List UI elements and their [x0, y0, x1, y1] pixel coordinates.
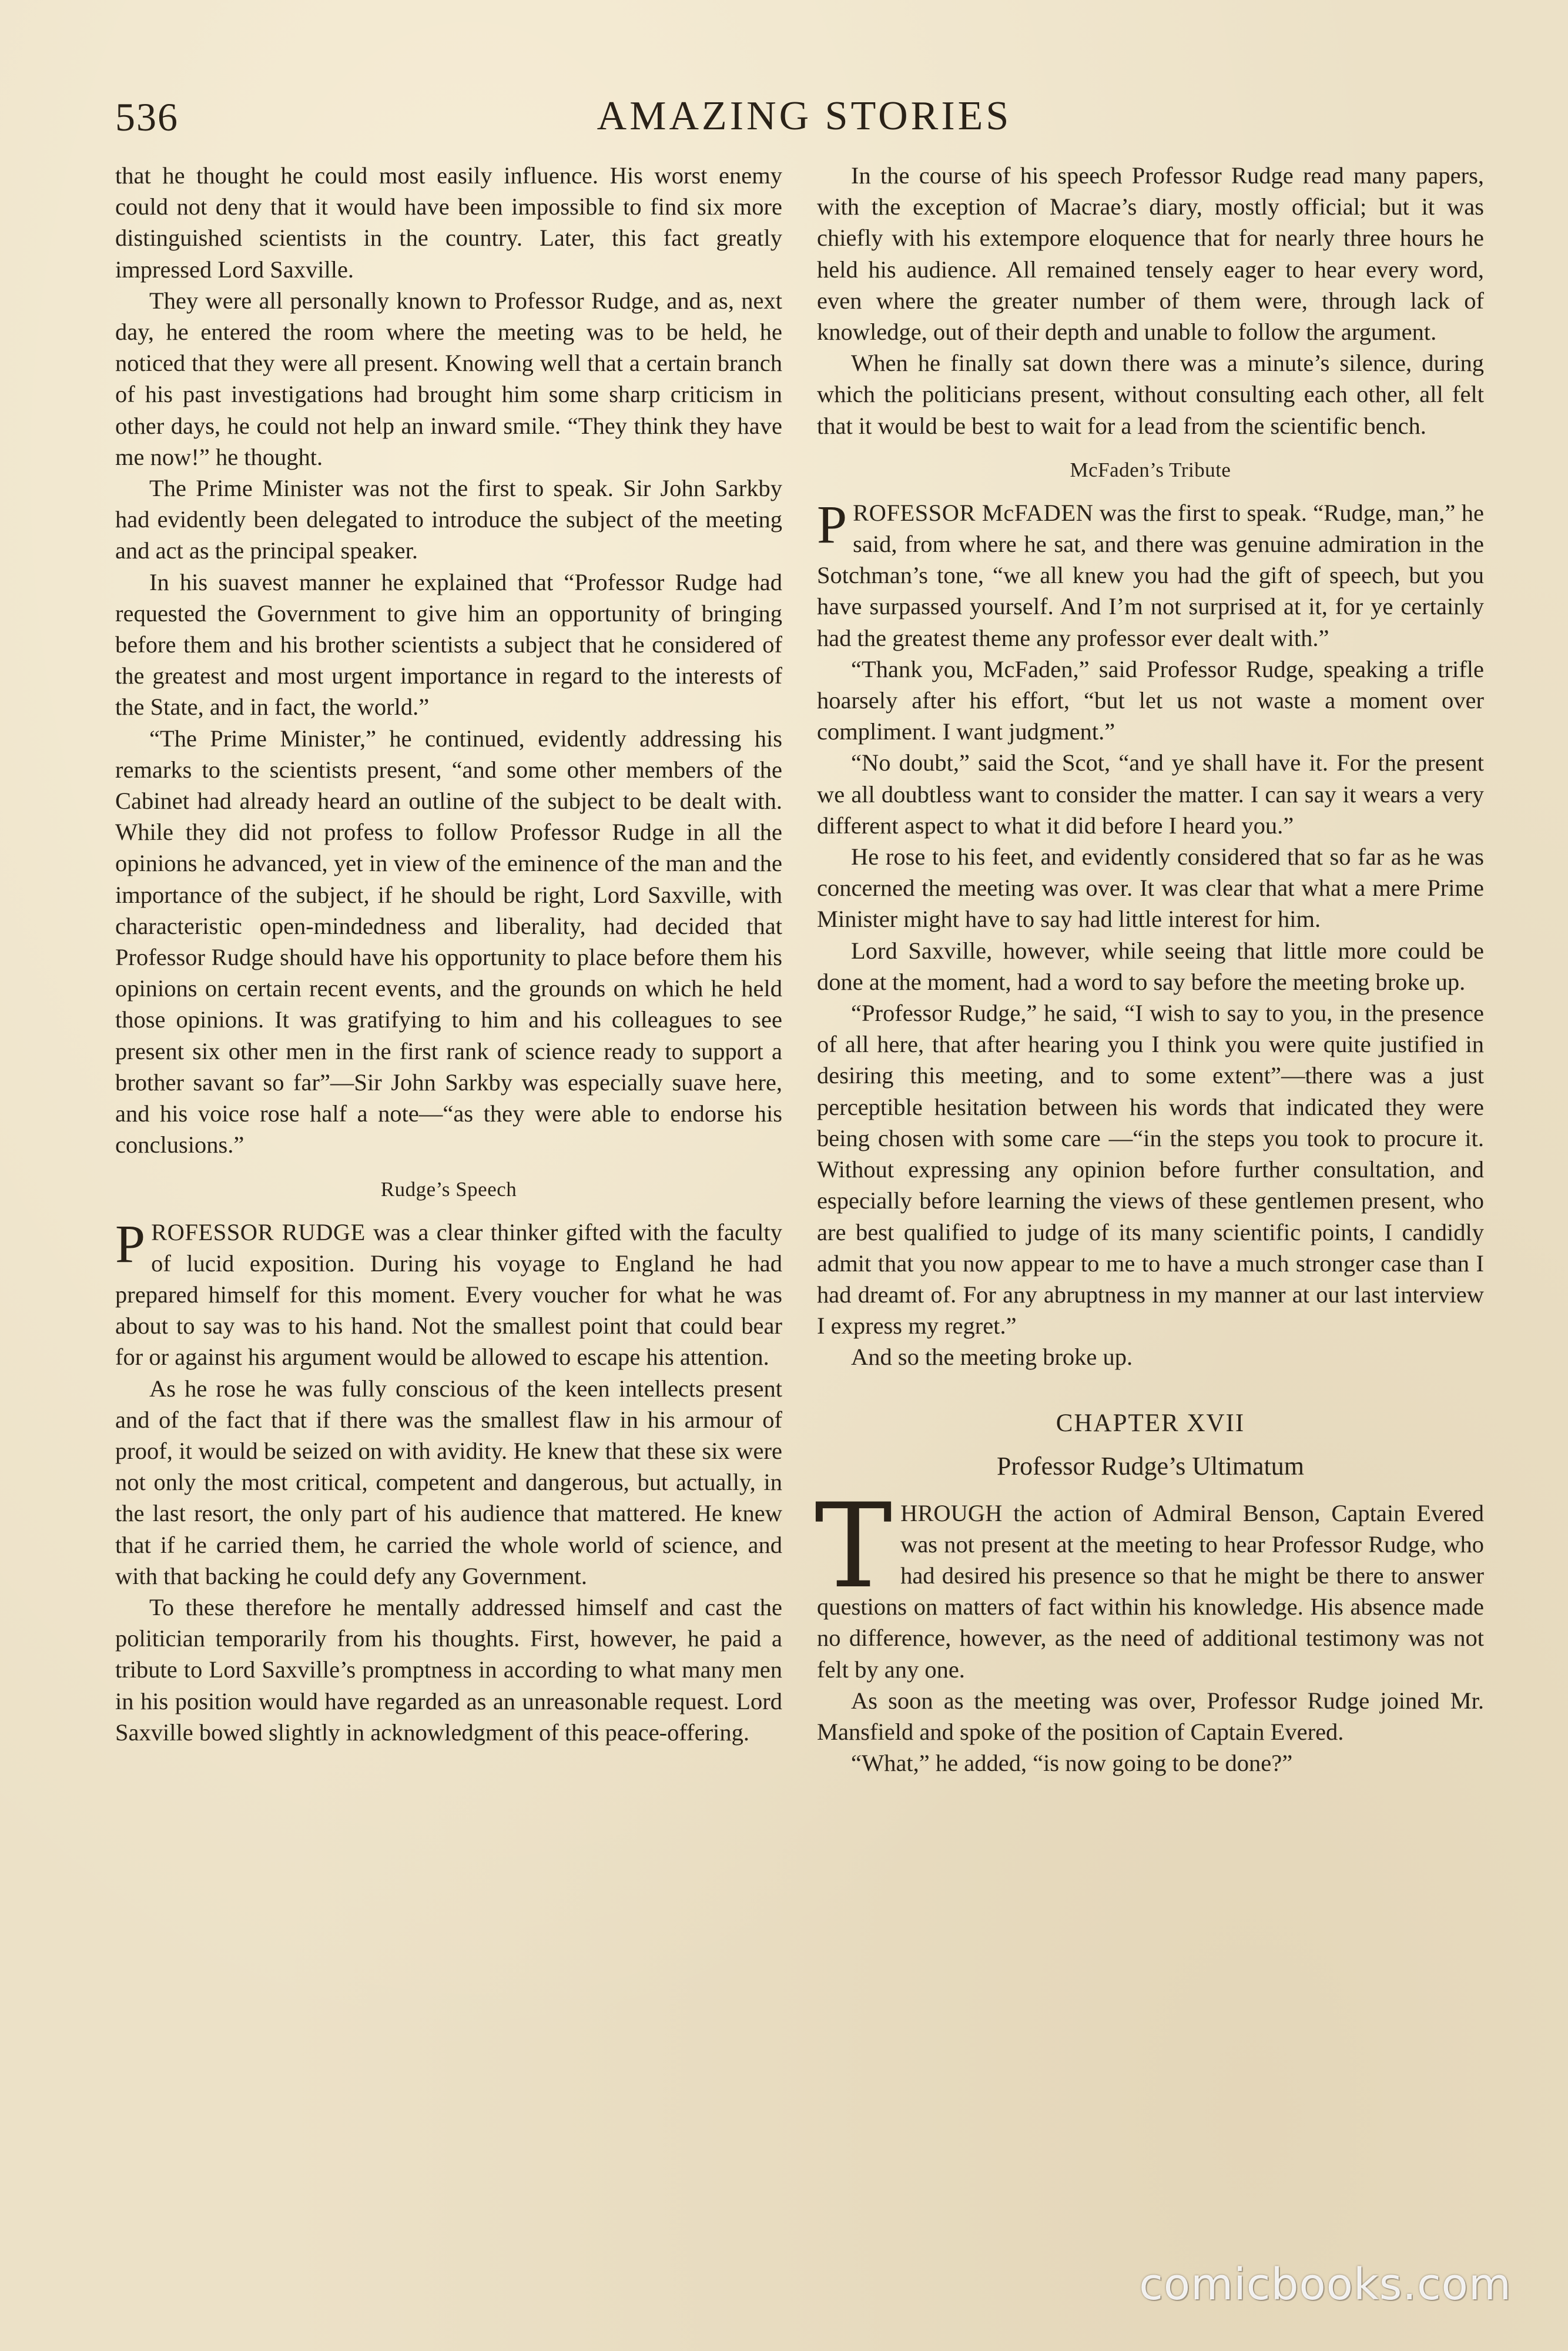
paragraph: “The Prime Minister,” he continued, evidently addressing his remarks to the scientists present, “and some other members of the Cabinet had already heard an outline of the subject to be dealt with. While they did not profess to follow Professor Rudge in all the opinions he advanced, yet in view of the eminence of the man and the importance of the subject, if he should be right, Lord Saxville, with characteristic open-mindedness and liberality, had decided that Professor Rudge should have his opportunity to place before them his opinions on certain recent events, and the grounds on which he held those opinions. It was gratifying to him and his colleagues to see present six other men in the first rank of science ready to support a brother savant so far”—Sir John Sarkby was especially suave here, and his voice rose half a note—“as they were able to endorse his conclusions.” [115, 725, 782, 1158]
paragraph: In the course of his speech Professor Rudge read many papers, with the exception of Macrae’s diary, mostly official; but it was chiefly with his extempore eloquence that for nearly three hours he held his audience. All remained tensely eager to hear every word, even where the greater number of them were, through lack of knowledge, out of their depth and unable to follow the argument. [817, 162, 1484, 346]
drop-cap: P [115, 1213, 146, 1274]
paragraph-text: was the first to speak. “Rudge, man,” he said, from where he sat, and there was genuine admiration in the Sotchman’s tone, “we all knew you had the gift of speech, but you have surpassed yourself. And I’m not surprised at it, for ye certainly had the greatest theme any professor ever dealt with.” [817, 499, 1484, 651]
section-heading: McFaden’s Tribute [1070, 458, 1231, 481]
lead-words: ROFESSOR McFADEN [853, 499, 1094, 526]
paragraph: “Thank you, McFaden,” said Professor Rudge, speaking a trifle hoarsely after his effort, “but let us not waste a moment over compliment. I want judgment.” [817, 655, 1484, 745]
lead-words: ROFESSOR RUDGE [151, 1218, 366, 1245]
paragraph: “No doubt,” said the Scot, “and ye shall have it. For the present we all doubtless want to consider the matter. I can say it wears a very different aspect to what it did before I heard you.” [817, 749, 1484, 839]
paragraph: He rose to his feet, and evidently considered that so far as he was concerned the meeting was over. It was clear that what a mere Prime Minister might have to say had little interest for him. [817, 843, 1484, 933]
right-column [817, 160, 1484, 1779]
chapter-heading: CHAPTER XVII [1056, 1409, 1245, 1437]
drop-cap: P [817, 494, 847, 554]
paragraph: “Professor Rudge,” he said, “I wish to say to you, in the presence of all here, that after hearing you I think you were quite justified in desiring this meeting, and to some extent”—there was a just perceptible hesitation between his words that indicated they were being chosen with some care —“in the steps you took to procure it. Without expressing any opinion before further consultation, and especially before learning the views of these gentlemen present, who are best qualified to judge of its many scientific points, I candidly admit that you now appear to me to have a much stronger case than I had dreamt of. For any abruptness in my manner at our last interview I express my regret.” [817, 1000, 1484, 1339]
paragraph: And so the meeting broke up. [851, 1344, 1133, 1371]
chapter-title: Professor Rudge’s Ultimatum [996, 1451, 1305, 1481]
paragraph: that he thought he could most easily influence. His worst enemy could not deny that it would have been impossible to find six more distinguished scientists in the country. Later, this fact greatly impressed Lord Saxville. [115, 162, 782, 283]
paragraph: Lord Saxville, however, while seeing that little more could be done at the moment, had a word to say before the meeting broke up. [817, 937, 1484, 995]
page-header [115, 88, 1493, 153]
paragraph: When he finally sat down there was a minute’s silence, during which the politicians present, without consulting each other, all felt that it would be best to wait for a lead from the scientific bench. [817, 350, 1484, 439]
paragraph-text: HROUGH the action of Admiral Benson, Captain Evered was not present at the meeting to hear Professor Rudge, who had desired his presence so that he might be there to answer questions on matters of fact within his knowledge. His absence made no difference, however, as the need of additional testimony was not felt by any one. [817, 1499, 1484, 1683]
magazine-title: AMAZING STORIES [597, 93, 1012, 139]
paragraph: As soon as the meeting was over, Professor Rudge joined Mr. Mansfield and spoke of the position of Captain Evered. [817, 1687, 1484, 1745]
paragraph: “What,” he added, “is now going to be done?” [851, 1750, 1293, 1777]
paragraph: They were all personally known to Professor Rudge, and as, next day, he entered the room where the meeting was to be held, he noticed that they were all present. Knowing well that a certain branch of his past investigations had brought him some sharp criticism in other days, he could not help an inward smile. “They think they have me now!” he thought. [115, 287, 782, 470]
paragraph-with-dropcap [817, 494, 1484, 654]
section-heading: Rudge’s Speech [380, 1177, 517, 1201]
paragraph: In his suavest manner he explained that “Professor Rudge had requested the Government to give him an opportunity of bringing before them and his brother scientists a subject that he considered of the greatest and most urgent importance in regard to the interests of the State, and in fact, the world.” [115, 568, 782, 721]
paragraph: To these therefore he mentally addressed himself and cast the politician temporarily from his thoughts. First, however, he paid a tribute to Lord Saxville’s promptness in according to what many men in his position would have regarded as an unreasonable request. Lord Saxville bowed slightly in acknowledgment of this peace-offering. [115, 1593, 782, 1746]
page-number: 536 [115, 95, 179, 139]
paragraph-with-dropcap [815, 1478, 1484, 1685]
paragraph-text: was a clear thinker gifted with the faculty of lucid exposition. During his voyage to England he had prepared himself for this moment. Every voucher for what he was about to say was to his hand. Not the smallest point that could bear for or against his argument would be allowed to escape his attention. [115, 1218, 782, 1371]
paragraph: The Prime Minister was not the first to speak. Sir John Sarkby had evidently been delegated to introduce the subject of the meeting and act as the principal speaker. [115, 475, 782, 564]
paragraph: As he rose he was fully conscious of the keen intellects present and of the fact that if there was the smallest flaw in his armour of proof, it would be seized on with avidity. He knew that these six were not only the most critical, competent and dangerous, but actually, in the last resort, the only part of his audience that mattered. He knew that if he carried them, he carried the whole world of science, and with that backing he could defy any Government. [115, 1375, 782, 1589]
watermark: comicbooks.com [1139, 2259, 1512, 2310]
left-column [115, 160, 782, 1748]
paragraph-with-dropcap [115, 1213, 782, 1373]
drop-cap: T [815, 1478, 893, 1614]
